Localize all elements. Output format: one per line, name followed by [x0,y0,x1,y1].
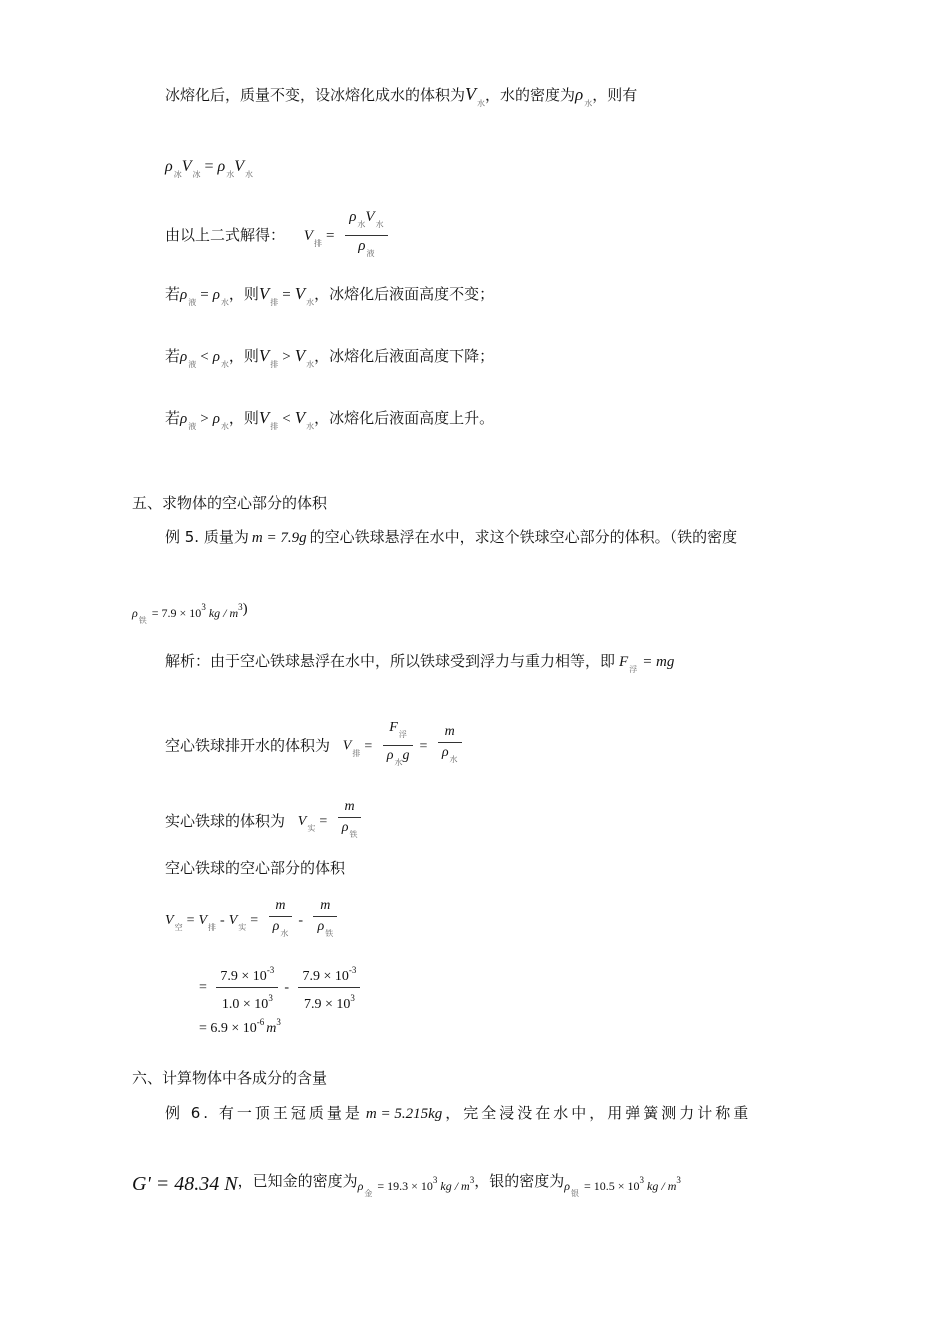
sup: -3 [266,965,275,975]
given-densities [132,1170,681,1204]
fraction [383,718,414,773]
var-v: V [228,913,238,928]
text: ，则 [228,285,259,303]
fraction [313,896,337,944]
text: 1.0 × 10 [221,997,269,1012]
sup: -6 [256,1017,265,1027]
sub-shi: 实 [238,923,247,932]
sup: 3 [469,1175,475,1185]
sub-fu: 浮 [398,730,407,739]
iron-density [132,597,248,631]
equals: = [364,738,373,754]
var-f: F [619,654,629,670]
text: ，银的密度为 [474,1172,565,1190]
var-m: m [438,722,462,743]
paragraph-ice-melt-intro [165,84,637,114]
sub-shui: 水 [280,929,289,938]
sub-shui: 水 [220,360,229,369]
text: 冰熔化后，质量不变，设冰熔化成水的体积为 [165,86,466,104]
var-m: m [313,896,337,917]
equals: = [319,814,328,829]
var-rho: ρ [165,158,173,175]
v-kong-equation [165,896,339,944]
sub-shui: 水 [375,220,384,229]
result [199,1012,281,1039]
sub-shui: 水 [220,422,229,431]
var-rho: ρ [386,748,394,763]
sub-ye: 液 [188,298,197,307]
equals: = [419,738,428,754]
var-v: V [294,346,306,365]
sub-shui: 水 [306,298,315,307]
var-v: V [258,408,270,427]
text: 实心铁球的体积为 [165,812,286,830]
text: ，完全浸没在水中，用弹簧测力计称重 [445,1104,752,1122]
sup: 3 [268,993,273,1003]
math: = mg [642,654,675,670]
case-greater [165,408,494,437]
sub-shui: 水 [306,422,315,431]
text: = 7.9 × 10 [151,606,202,620]
text: ) [242,601,248,617]
equals: = [186,913,195,928]
sub-shui: 水 [584,99,593,108]
fraction [438,722,462,770]
equals: = [250,913,259,928]
text: ，则有 [592,86,638,104]
example-6 [165,1103,751,1124]
var-rho: ρ [180,287,188,303]
equals: = [199,979,207,995]
text: 7.9 × 10 [302,969,349,984]
sub-ye: 液 [188,360,197,369]
math-mass: m = 7.9g [251,530,307,546]
var-rho: ρ [212,411,220,427]
var-rho: ρ [358,238,366,254]
fraction [216,960,278,1015]
sub-jin: 金 [364,1189,373,1198]
unit: m [266,1021,277,1036]
var-rho: ρ [212,287,220,303]
sub-shui: 水 [357,220,366,229]
var-rho: ρ [349,209,357,225]
v-kong-heading: 空心铁球的空心部分的体积 [165,859,346,877]
text: 7.9 × 10 [303,997,351,1012]
text: ，水的密度为 [485,86,576,104]
equation-mass-conservation [165,156,253,185]
less-than: < [200,349,209,365]
sub-pai: 排 [270,360,279,369]
math-weight: G' = 48.34 N [132,1173,238,1195]
var-v: V [297,814,307,829]
sub-pai: 排 [313,239,322,248]
text: 若 [165,285,181,303]
var-rho: ρ [317,919,325,934]
var-rho: ρ [217,158,226,175]
text: 7.9 × 10 [220,969,267,984]
sup: -3 [348,965,357,975]
section-heading-6: 六、计算物体中各成分的含量 [132,1069,328,1087]
equals: = [204,158,214,175]
var-v: V [258,284,270,303]
var-v: V [234,158,244,175]
sub-bing: 冰 [173,170,182,179]
var-m: m [269,896,293,917]
sub-shui: 水 [226,170,235,179]
sup: 3 [238,602,243,612]
text: = 19.3 × 10 [377,1179,433,1193]
sup: 3 [350,993,355,1003]
var-rho: ρ [212,349,220,365]
sub-pai: 排 [352,748,361,758]
text: 若 [165,347,181,365]
sub-tie: 铁 [138,616,147,625]
sub-shui: 水 [244,170,253,179]
sup: 3 [276,1017,281,1027]
sub-yin: 银 [571,1189,579,1198]
text: 解析：由于空心铁球悬浮在水中，所以铁球受到浮力与重力相等，即 [165,652,616,670]
equals: = [200,287,209,303]
text: 例 5. 质量为 [165,528,249,546]
minus: - [298,913,304,928]
text: = 6.9 × 10 [199,1021,257,1036]
text: 例 6. 有一顶王冠质量是 [165,1104,363,1122]
var-v: V [294,408,306,427]
sub-ye: 液 [366,249,375,258]
text: ，则 [228,409,259,427]
sub-pai: 排 [270,422,279,431]
sub-ye: 液 [188,422,197,431]
math-mass: m = 5.215kg [365,1106,443,1122]
unit: kg / m [205,606,239,620]
var-v: V [198,913,208,928]
equals: = [282,287,291,303]
v-pai-line [165,718,464,773]
text: 空心铁球排开水的体积为 [165,736,331,755]
var-v: V [181,158,192,175]
var-rho: ρ [341,820,349,835]
sub-shui: 水 [449,754,458,764]
sub-shui: 水 [220,298,229,307]
fraction [345,207,387,264]
sup: 3 [201,602,206,612]
fraction [338,797,362,845]
var-rho: ρ [272,919,280,934]
var-v: V [342,738,352,754]
sub-shui: 水 [477,99,486,108]
fraction [298,960,360,1015]
var-v: V [258,346,270,365]
sub-kong: 空 [174,923,183,932]
var-m: m [338,797,362,818]
unit: kg / m [644,1179,677,1193]
var-v: V [365,209,375,225]
text: ，已知金的密度为 [237,1172,358,1190]
unit: kg / m [437,1179,470,1193]
sup: 3 [639,1175,645,1185]
var-v: V [165,913,174,928]
less-than: < [282,411,291,427]
var-rho: ρ [357,1179,364,1193]
var-rho: ρ [575,85,584,104]
var-rho: ρ [132,606,138,620]
paragraph-solve [165,207,390,264]
text: 由以上二式解得： [165,226,286,244]
var-rho: ρ [180,411,188,427]
var-rho: ρ [441,744,449,760]
var-v: V [303,228,313,244]
var-g: g [402,748,410,763]
greater-than: > [200,411,209,427]
var-f: F [389,720,398,735]
sub-pai: 排 [208,923,217,932]
sub-shui: 水 [306,360,315,369]
example-5 [165,527,737,548]
text: 的空心铁球悬浮在水中，求这个铁球空心部分的体积。（铁的密度 [309,528,738,546]
v-shi-line [165,797,363,845]
sub-shi: 实 [307,824,316,833]
var-rho: ρ [180,349,188,365]
sup: 3 [676,1175,681,1185]
var-rho: ρ [564,1179,570,1193]
text: ，冰熔化后液面高度不变； [314,285,495,303]
text: ，则 [228,347,259,365]
greater-than: > [282,349,291,365]
minus: - [284,979,289,995]
text: 若 [165,409,181,427]
sub-pai: 排 [270,298,279,307]
case-equal [165,284,494,313]
case-less [165,346,494,375]
text: ，冰熔化后液面高度上升。 [314,409,495,427]
sub-shui: 水 [394,758,403,767]
sub-bing: 冰 [192,170,201,179]
minus: - [220,913,225,928]
var-v: V [465,84,477,104]
sup: 3 [432,1175,438,1185]
text: = 10.5 × 10 [584,1179,640,1193]
section-heading-5: 五、求物体的空心部分的体积 [132,494,328,512]
equals: = [325,228,335,244]
fraction [269,896,293,944]
var-v: V [294,284,306,303]
sub-fu: 浮 [629,665,638,674]
analysis [165,651,674,680]
sub-tie: 铁 [325,929,334,938]
sub-tie: 铁 [349,830,358,839]
text: ，冰熔化后液面高度下降； [314,347,495,365]
numeric-calculation [199,960,362,1015]
